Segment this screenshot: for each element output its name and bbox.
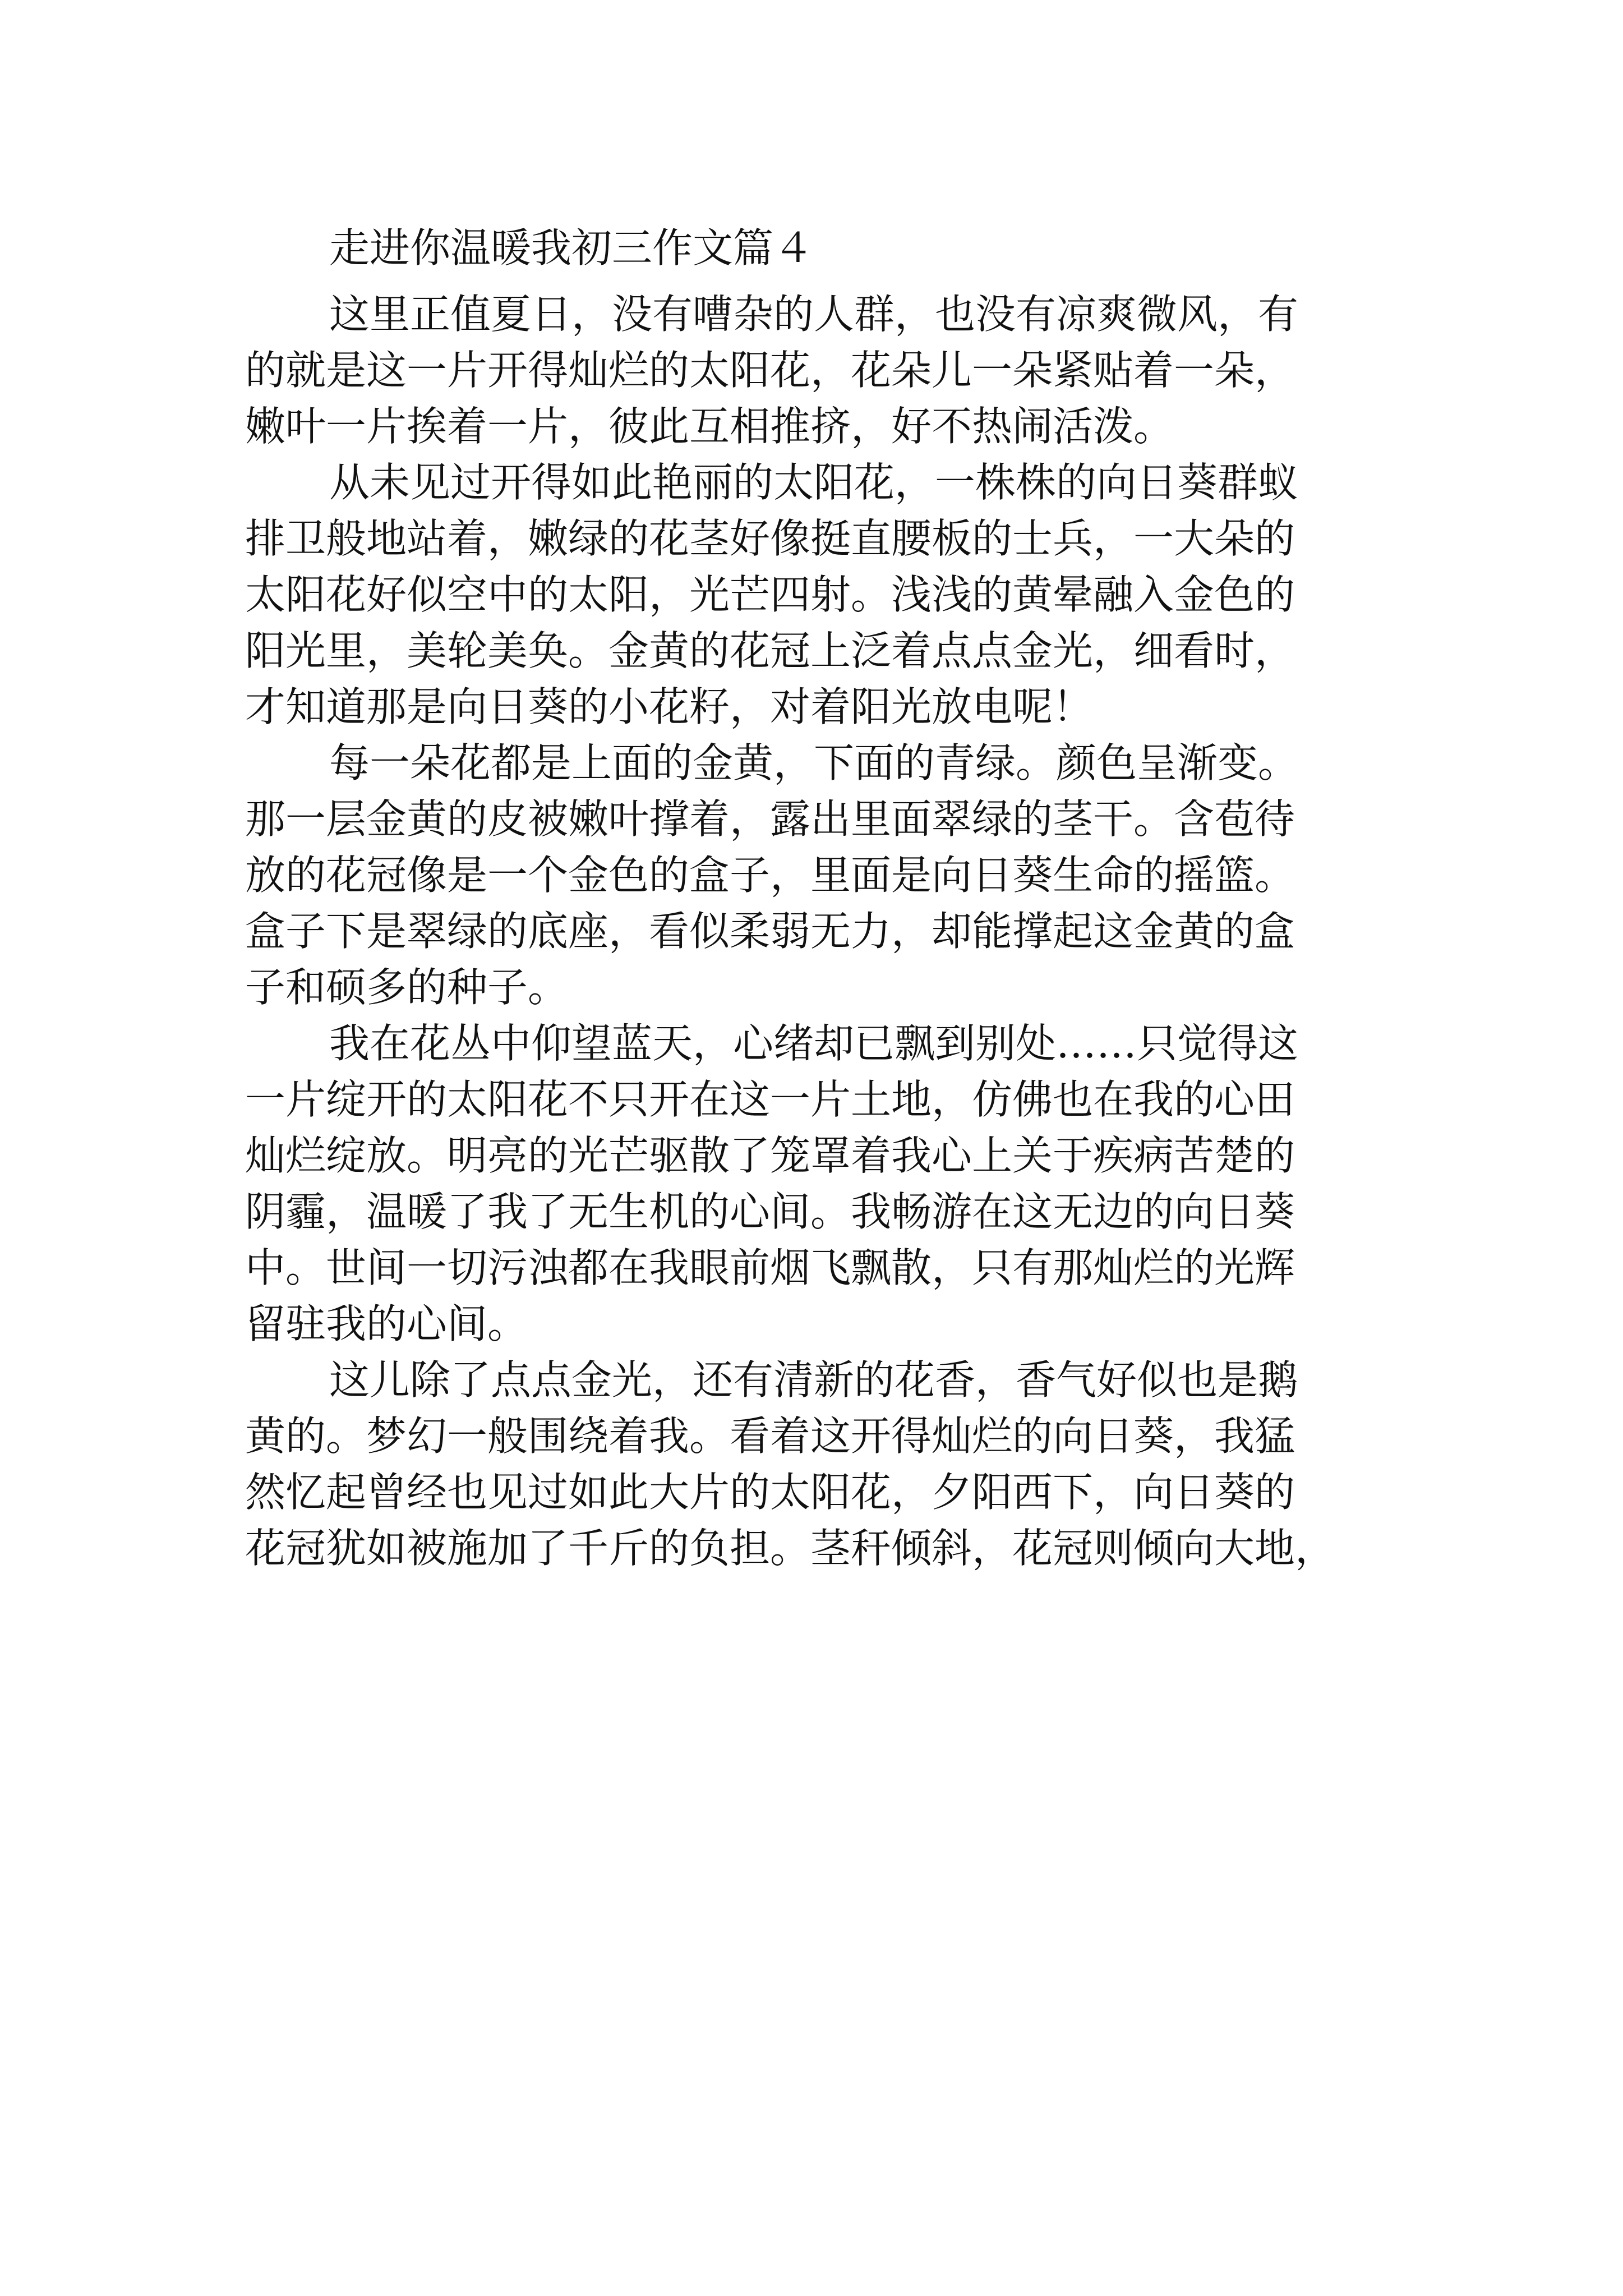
paragraph-3-line-5: 子和硕多的种子。 xyxy=(245,964,569,1011)
paragraph-4-line-4: 阴霾，温暖了我了无生机的心间。我畅游在这无边的向日葵 xyxy=(245,1188,1295,1235)
paragraph-4-line-1: 我在花丛中仰望蓝天，心绪却已飘到别处……只觉得这 xyxy=(329,1020,1299,1067)
paragraph-1-line-2: 的就是这一片开得灿烂的太阳花，花朵儿一朵紧贴着一朵， xyxy=(245,347,1295,394)
paragraph-2-line-4: 阳光里，美轮美奂。金黄的花冠上泛着点点金光，细看时， xyxy=(245,627,1295,674)
essay-title: 走进你温暖我初三作文篇４ xyxy=(329,224,814,272)
paragraph-2-line-2: 排卫般地站着，嫩绿的花茎好像挺直腰板的士兵，一大朵的 xyxy=(245,515,1295,562)
paragraph-1-line-3: 嫩叶一片挨着一片，彼此互相推挤，好不热闹活泼。 xyxy=(245,403,1174,450)
paragraph-3-line-3: 放的花冠像是一个金色的盒子，里面是向日葵生命的摇篮。 xyxy=(245,852,1295,899)
paragraph-4-line-3: 灿烂绽放。明亮的光芒驱散了笼罩着我心上关于疾病苦楚的 xyxy=(245,1132,1295,1179)
paragraph-3-line-2: 那一层金黄的皮被嫩叶撑着，露出里面翠绿的茎干。含苞待 xyxy=(245,795,1295,843)
paragraph-4-line-2: 一片绽开的太阳花不只开在这一片土地，仿佛也在我的心田 xyxy=(245,1076,1295,1123)
paragraph-2-line-5: 才知道那是向日葵的小花籽，对着阳光放电呢！ xyxy=(245,683,1094,730)
paragraph-1-line-1: 这里正值夏日，没有嘈杂的人群，也没有凉爽微风，有 xyxy=(329,291,1299,338)
paragraph-2-line-3: 太阳花好似空中的太阳，光芒四射。浅浅的黄晕融入金色的 xyxy=(245,571,1295,618)
paragraph-3-line-4: 盒子下是翠绿的底座，看似柔弱无力，却能撑起这金黄的盒 xyxy=(245,908,1295,955)
paragraph-5-line-1: 这儿除了点点金光，还有清新的花香，香气好似也是鹅 xyxy=(329,1356,1299,1404)
paragraph-2-line-1: 从未见过开得如此艳丽的太阳花，一株株的向日葵群蚁 xyxy=(329,459,1299,506)
document-body xyxy=(245,220,1403,1576)
paragraph-5-line-2: 黄的。梦幻一般围绕着我。看着这开得灿烂的向日葵，我猛 xyxy=(245,1412,1295,1460)
paragraph-3-line-1: 每一朵花都是上面的金黄，下面的青绿。颜色呈渐变。 xyxy=(329,739,1299,786)
paragraph-4-line-6: 留驻我的心间。 xyxy=(245,1300,528,1347)
paragraph-5-line-3: 然忆起曾经也见过如此大片的太阳花，夕阳西下，向日葵的 xyxy=(245,1469,1295,1516)
paragraph-5-line-4: 花冠犹如被施加了千斤的负担。茎秆倾斜，花冠则倾向大地， xyxy=(245,1525,1336,1572)
paragraph-4-line-5: 中。世间一切污浊都在我眼前烟飞飘散，只有那灿烂的光辉 xyxy=(245,1244,1295,1291)
